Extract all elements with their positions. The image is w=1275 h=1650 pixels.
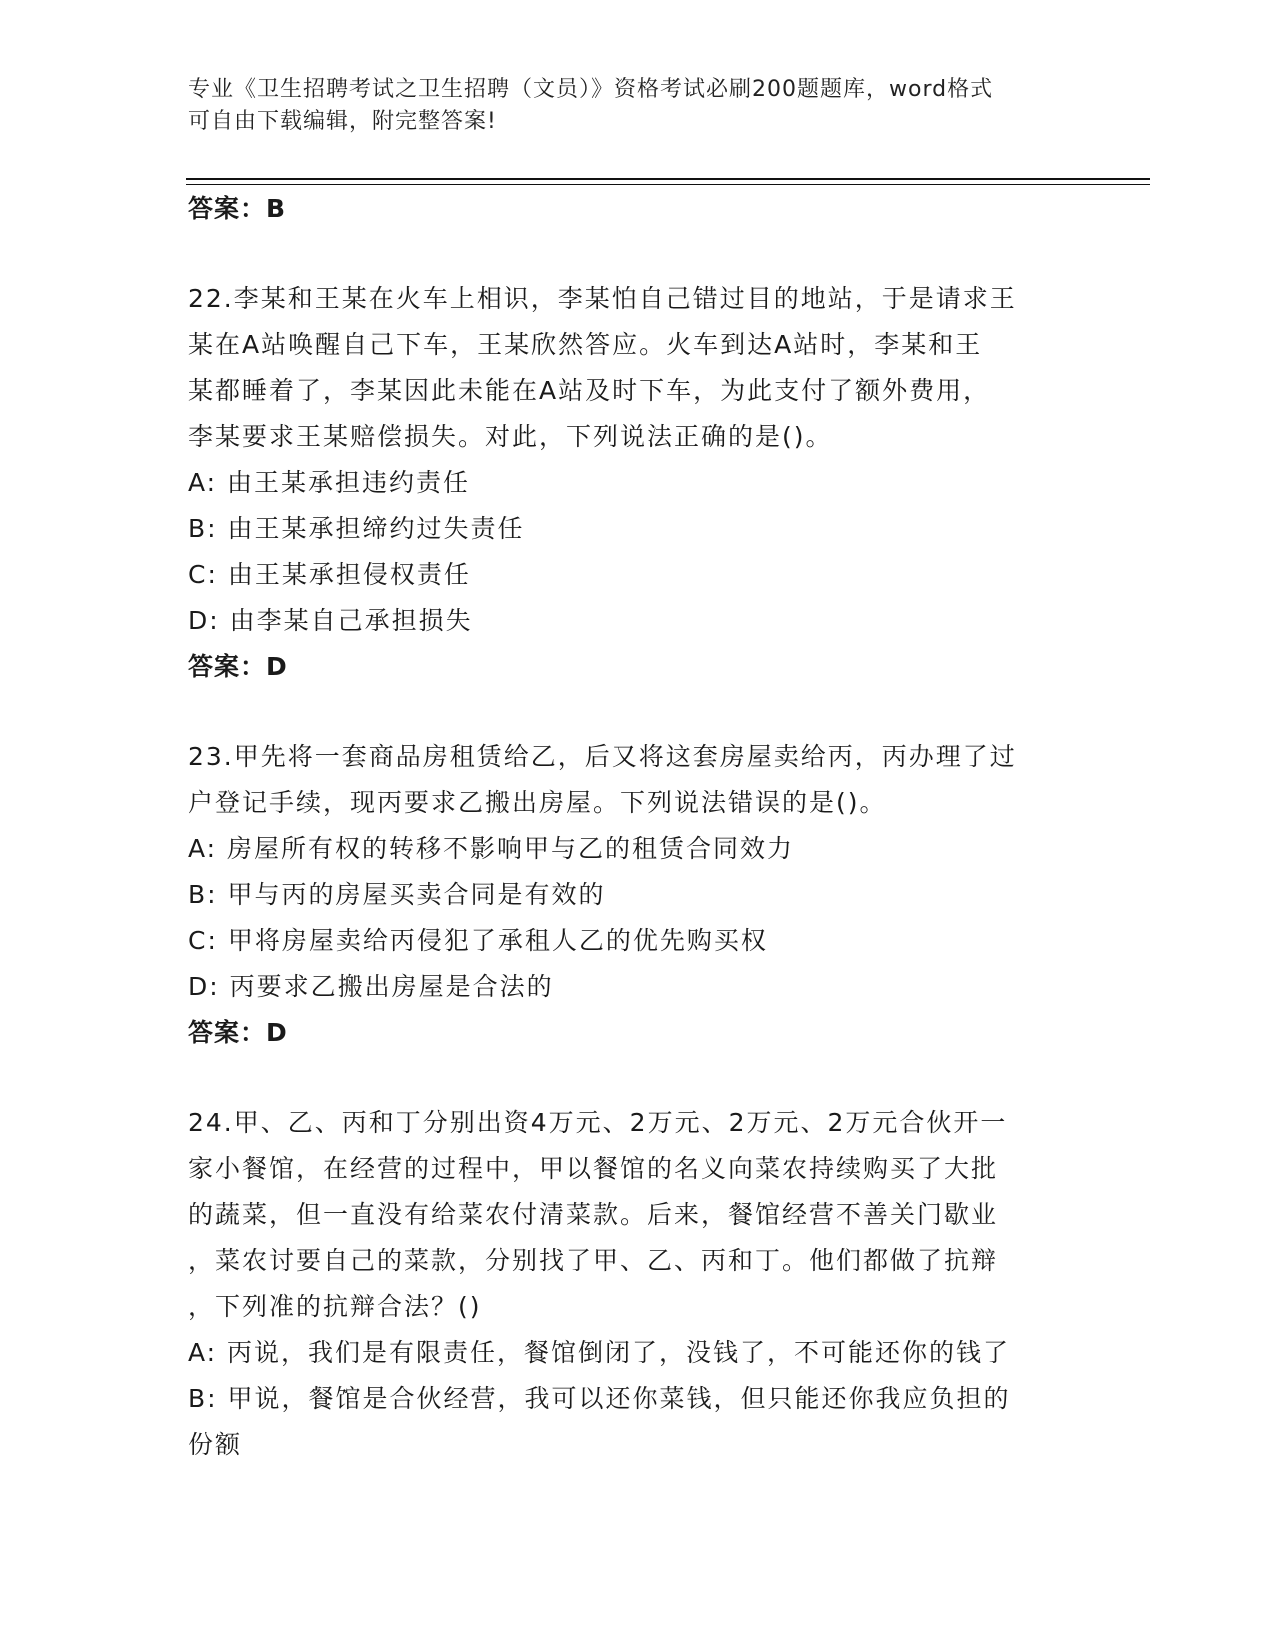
option-b: B: 甲与丙的房屋买卖合同是有效的 [188, 880, 606, 909]
option-c: C: 由王某承担侵权责任 [188, 560, 471, 589]
question-text-line: 某都睡着了，李某因此未能在A站及时下车，为此支付了额外费用， [188, 376, 991, 405]
option-a: A: 丙说，我们是有限责任，餐馆倒闭了，没钱了，不可能还你的钱了 [188, 1338, 1011, 1367]
header-line-2: 可自由下载编辑，附完整答案! [188, 109, 497, 134]
option-d: D: 由李某自己承担损失 [188, 606, 473, 635]
previous-answer: 答案：B [188, 194, 287, 223]
question-text-line: 24.甲、乙、丙和丁分别出资4万元、2万元、2万元、2万元合伙开一 [188, 1108, 1008, 1137]
spacer [188, 690, 1088, 734]
question-text-line: 22.李某和王某在火车上相识，李某怕自己错过目的地站，于是请求王 [188, 284, 1017, 313]
question-text-line: 23.甲先将一套商品房租赁给乙，后又将这套房屋卖给丙，丙办理了过 [188, 742, 1017, 771]
option-b: B: 甲说，餐馆是合伙经营，我可以还你菜钱，但只能还你我应负担的 [188, 1384, 1011, 1413]
question-22 [188, 276, 1088, 690]
question-text-line: 某在A站唤醒自己下车，王某欣然答应。火车到达A站时，李某和王 [188, 330, 983, 359]
answer-line: 答案：D [188, 652, 288, 681]
option-a: A: 由王某承担违约责任 [188, 468, 471, 497]
option-b-continued: 份额 [188, 1430, 243, 1459]
question-text-line: 家小餐馆，在经营的过程中，甲以餐馆的名义向菜农持续购买了大批 [188, 1154, 999, 1183]
question-content [188, 186, 1088, 1468]
question-24 [188, 1100, 1088, 1468]
header-divider-thin [186, 184, 1150, 185]
option-d: D: 丙要求乙搬出房屋是合法的 [188, 972, 554, 1001]
question-text-line: ，菜农讨要自己的菜款，分别找了甲、乙、丙和丁。他们都做了抗辩 [188, 1246, 999, 1275]
question-text-line: 的蔬菜，但一直没有给菜农付清菜款。后来，餐馆经营不善关门歇业 [188, 1200, 999, 1229]
question-text-line: ，下列准的抗辩合法？() [188, 1292, 482, 1321]
option-c: C: 甲将房屋卖给丙侵犯了承租人乙的优先购买权 [188, 926, 768, 955]
header-line-1: 专业《卫生招聘考试之卫生招聘（文员）》资格考试必刷200题题库，word格式 [188, 77, 994, 102]
option-b: B: 由王某承担缔约过失责任 [188, 514, 525, 543]
question-text-line: 户登记手续，现丙要求乙搬出房屋。下列说法错误的是()。 [188, 788, 887, 817]
option-a: A: 房屋所有权的转移不影响甲与乙的租赁合同效力 [188, 834, 795, 863]
header-divider-thick [186, 178, 1150, 180]
question-text-line: 李某要求王某赔偿损失。对此，下列说法正确的是()。 [188, 422, 833, 451]
spacer [188, 1056, 1088, 1100]
question-23 [188, 734, 1088, 1056]
document-header [188, 74, 1068, 138]
spacer [188, 232, 1088, 276]
answer-line: 答案：D [188, 1018, 288, 1047]
